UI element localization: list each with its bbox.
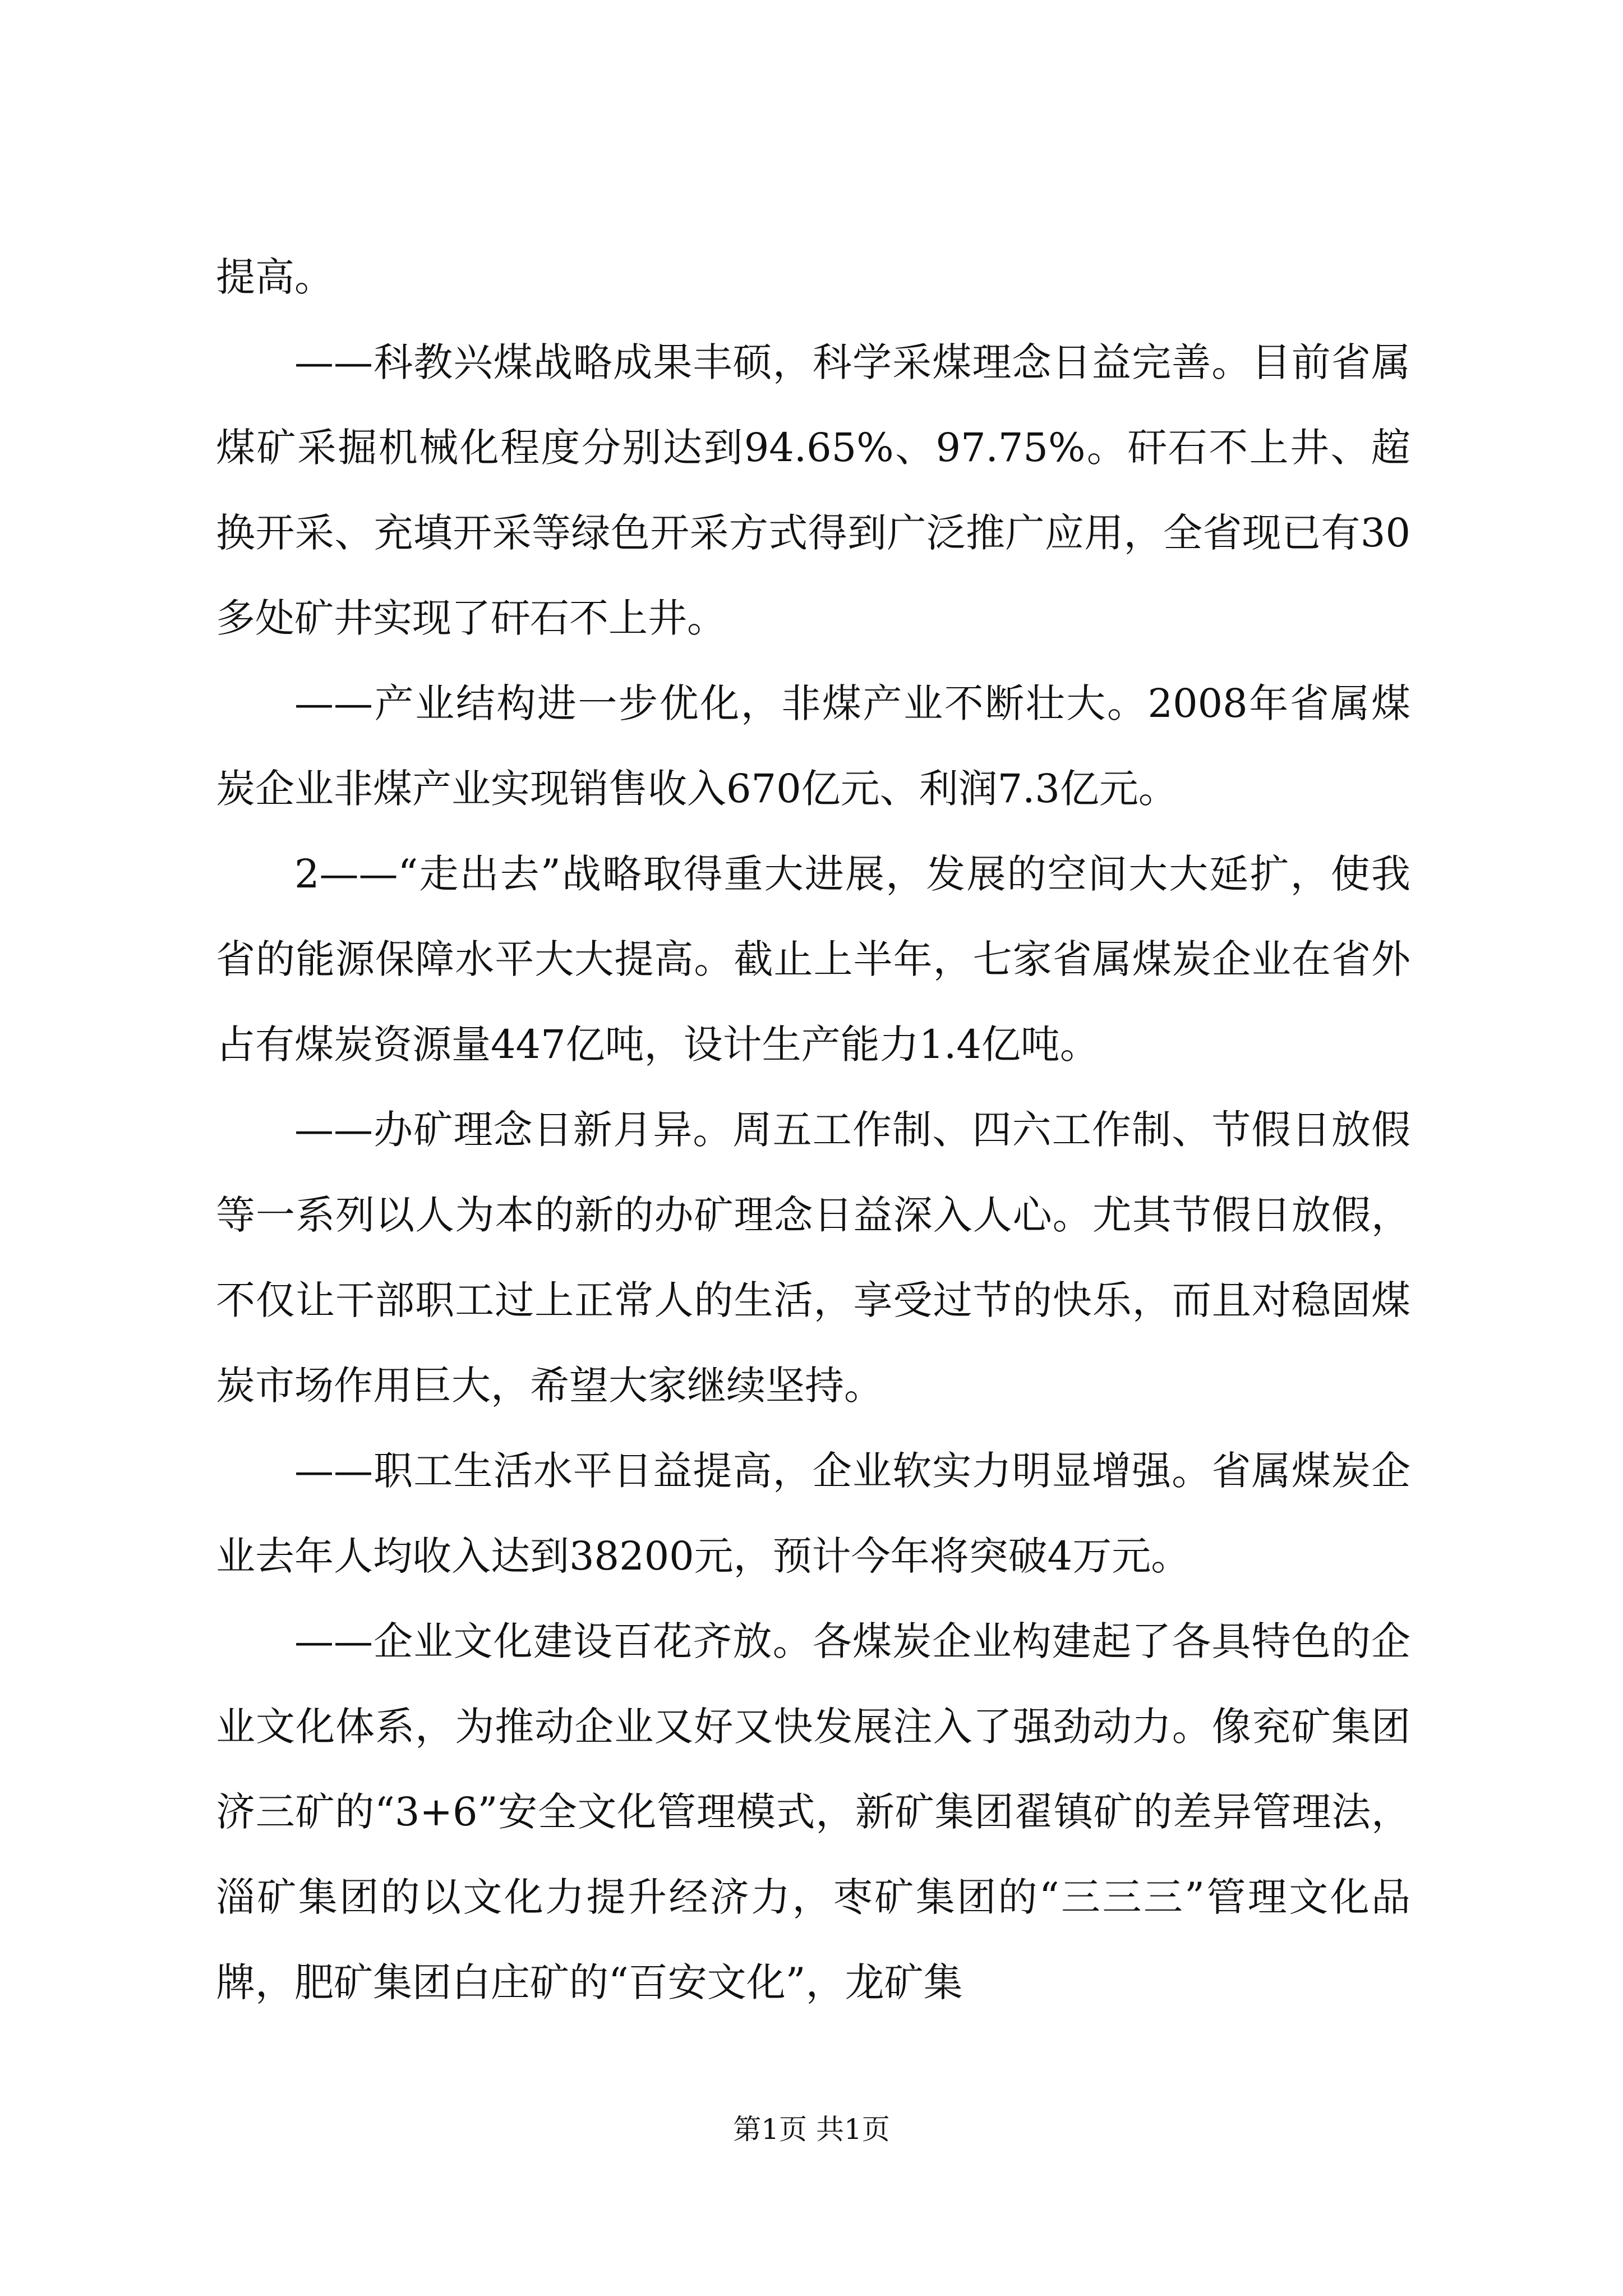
- paragraph-mining-philosophy: ——办矿理念日新月异。周五工作制、四六工作制、节假日放假等一系列以人为本的新的办矿理念日益深入人心。尤其节假日放假，不仅让干部职工过上正常人的生活，享受过节的快乐，而且对稳固煤炭市场作用巨大，希望大家继续坚持。: [216, 1107, 1410, 1409]
- paragraph-going-out-strategy: 2——“走出去”战略取得重大进展，发展的空间大大延扩，使我省的能源保障水平大大提高。截止上半年，七家省属煤炭企业在省外占有煤炭资源量447亿吨，设计生产能力1.4亿吨。: [216, 851, 1410, 1068]
- paragraph-continuation: 提高。: [216, 254, 334, 300]
- paragraph-living-standards: ——职工生活水平日益提高，企业软实力明显增强。省属煤炭企业去年人均收入达到38200元，预计今年将突破4万元。: [216, 1448, 1410, 1579]
- paragraph-science-education: ——科教兴煤战略成果丰硕，科学采煤理念日益完善。目前省属煤矿采掘机械化程度分别达到94.65%、97.75%。矸石不上井、趤换开采、充填开采等绿色开采方式得到广泛推广应用，全省现已有30多处矿井实现了矸石不上井。: [216, 339, 1410, 641]
- paragraph-industry-structure: ——产业结构进一步优化，非煤产业不断壮大。2008年省属煤炭企业非煤产业实现销售收入670亿元、利润7.3亿元。: [216, 680, 1410, 812]
- document-body: [216, 234, 1410, 2025]
- page-number-footer: 第1页 共1页: [733, 2113, 890, 2146]
- paragraph-corporate-culture: ——企业文化建设百花齐放。各煤炭企业构建起了各具特色的企业文化体系，为推动企业又好又快发展注入了强劲动力。像兖矿集团济三矿的“3+6”安全文化管理模式，新矿集团翟镇矿的差异管理法，淄矿集团的以文化力提升经济力，枣矿集团的“三三三”管理文化品牌，肥矿集团白庄矿的“百安文化”，龙矿集: [216, 1618, 1410, 2005]
